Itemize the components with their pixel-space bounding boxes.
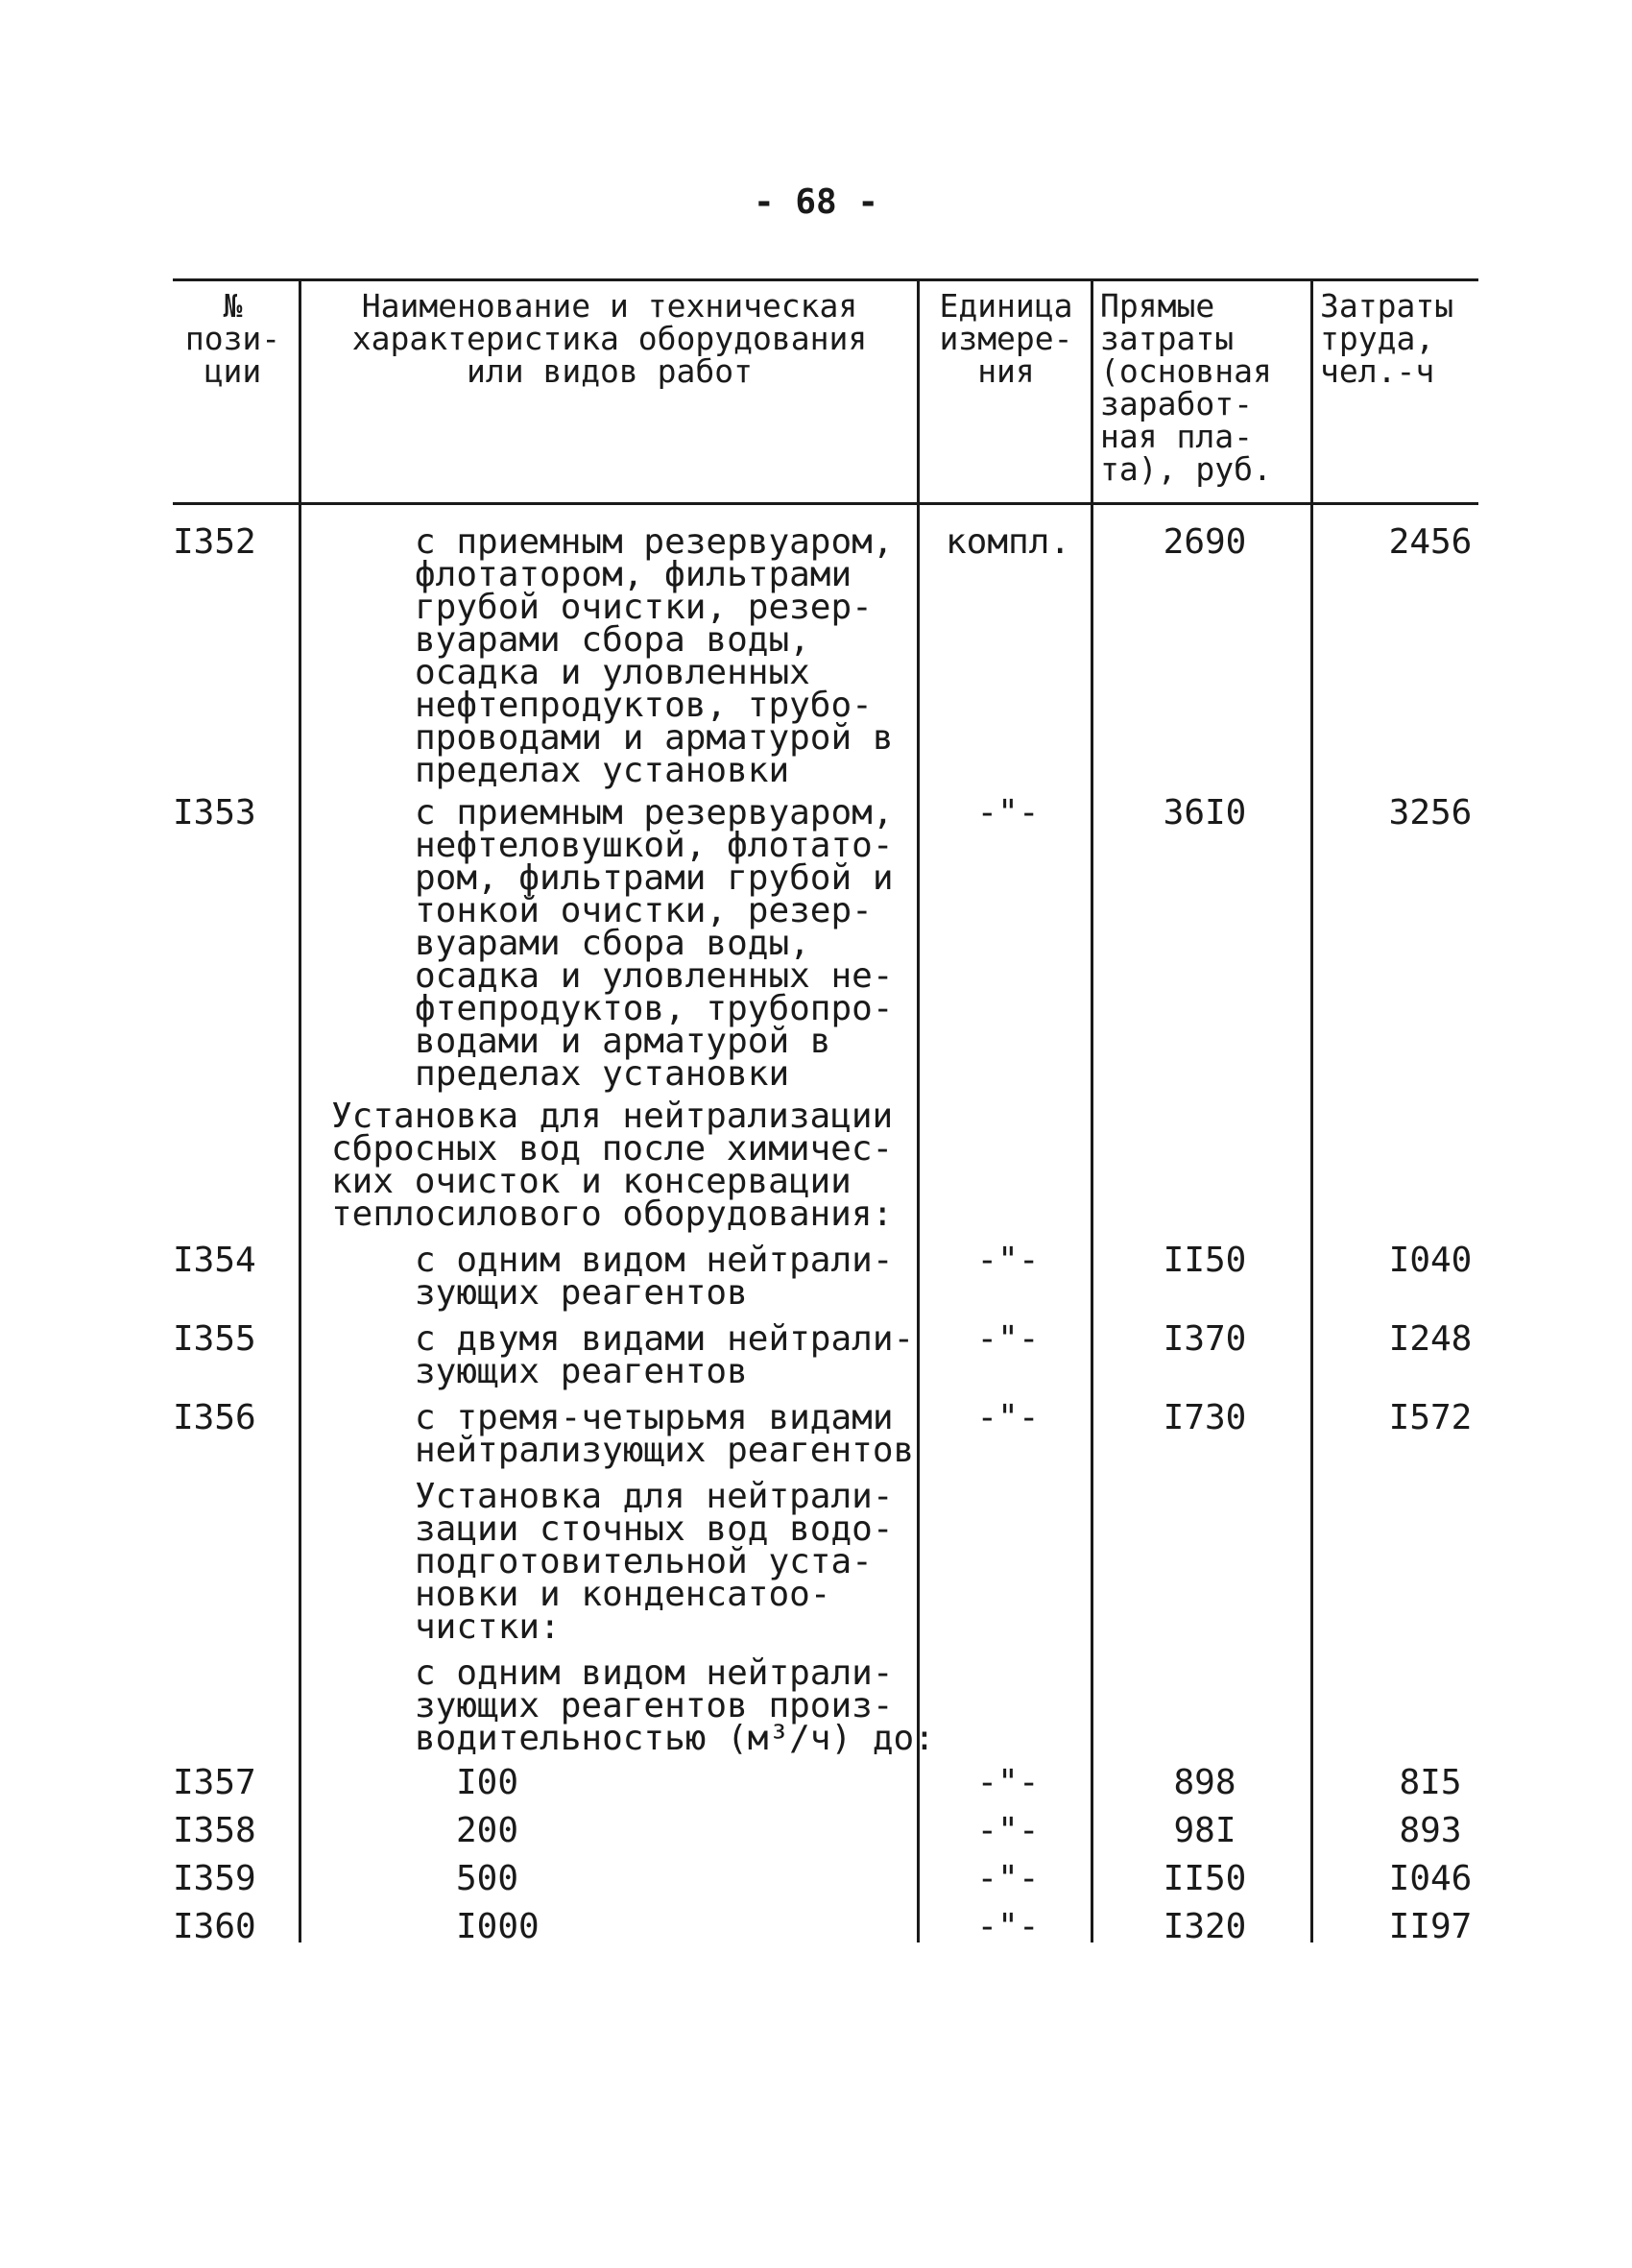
direct-cost: I370 <box>1163 1319 1247 1359</box>
header-name: Наименование и техническая характеристика оборудования или видов работ <box>351 287 868 390</box>
direct-cost: 36I0 <box>1163 793 1247 832</box>
header-bottom-rule <box>173 502 1478 505</box>
column-divider-1 <box>299 278 301 1942</box>
position-number: I353 <box>173 793 256 832</box>
header-unit: Единица измере- ния <box>939 287 1073 390</box>
labor-cost: I248 <box>1388 1319 1473 1359</box>
unit-of-measure: -"- <box>976 1811 1040 1850</box>
capacity-value: 200 <box>456 1811 519 1850</box>
header-labor: Затраты труда, чел.-ч <box>1320 287 1454 390</box>
unit-of-measure: -"- <box>976 1763 1040 1802</box>
direct-cost: I320 <box>1163 1907 1247 1946</box>
page-number: - 68 - <box>753 182 879 222</box>
header-position: № пози- ции <box>184 287 281 390</box>
labor-cost: I046 <box>1388 1859 1473 1898</box>
item-description: с одним видом нейтрали- зующих реагентов <box>415 1241 894 1313</box>
position-number: I355 <box>173 1319 256 1359</box>
unit-of-measure: -"- <box>976 793 1040 832</box>
item-description: с приемным резервуаром, флотатором, фильтрами грубой очистки, резер- вуарами сбора воды, осадка и уловленных нефтепродуктов, трубо- проводами и арматурой в пределах установки <box>415 522 894 790</box>
direct-cost: II50 <box>1163 1859 1247 1898</box>
labor-cost: 3256 <box>1388 793 1473 832</box>
labor-cost: 8I5 <box>1399 1763 1462 1802</box>
direct-cost: II50 <box>1163 1241 1247 1280</box>
direct-cost: 2690 <box>1163 522 1247 562</box>
capacity-value: I00 <box>456 1763 519 1802</box>
labor-cost: 893 <box>1399 1811 1462 1850</box>
labor-cost: I040 <box>1388 1241 1473 1280</box>
unit-of-measure: -"- <box>976 1907 1040 1946</box>
position-number: I358 <box>173 1811 256 1850</box>
table-top-rule <box>173 278 1478 281</box>
position-number: I356 <box>173 1398 256 1437</box>
unit-of-measure: -"- <box>976 1859 1040 1898</box>
position-number: I354 <box>173 1241 256 1280</box>
labor-cost: II97 <box>1388 1907 1473 1946</box>
capacity-value: 500 <box>456 1859 519 1898</box>
position-number: I352 <box>173 522 256 562</box>
item-description: с двумя видами нейтрали- зующих реагентов <box>415 1319 915 1391</box>
direct-cost: I730 <box>1163 1398 1247 1437</box>
direct-cost: 898 <box>1173 1763 1236 1802</box>
position-number: I357 <box>173 1763 256 1802</box>
direct-cost: 98I <box>1173 1811 1236 1850</box>
unit-of-measure: -"- <box>976 1319 1040 1359</box>
unit-of-measure: -"- <box>976 1398 1040 1437</box>
unit-of-measure: -"- <box>976 1241 1040 1280</box>
position-number: I360 <box>173 1907 256 1946</box>
header-cost: Прямые затраты (основная заработ- ная пла- та), руб. <box>1100 287 1272 488</box>
labor-cost: 2456 <box>1388 522 1473 562</box>
item-description: с тремя-четырьмя видами нейтрализующих реагентов <box>415 1398 915 1470</box>
unit-of-measure: компл. <box>945 522 1071 562</box>
item-description: с приемным резервуаром, нефтеловушкой, флотато- ром, фильтрами грубой и тонкой очистки, резер- вуарами сбора воды, осадка и уловленных не- фтепродуктов, трубопро- водами и арматурой в пределах установки <box>415 793 894 1094</box>
position-number: I359 <box>173 1859 256 1898</box>
labor-cost: I572 <box>1388 1398 1473 1437</box>
capacity-value: I000 <box>456 1907 540 1946</box>
